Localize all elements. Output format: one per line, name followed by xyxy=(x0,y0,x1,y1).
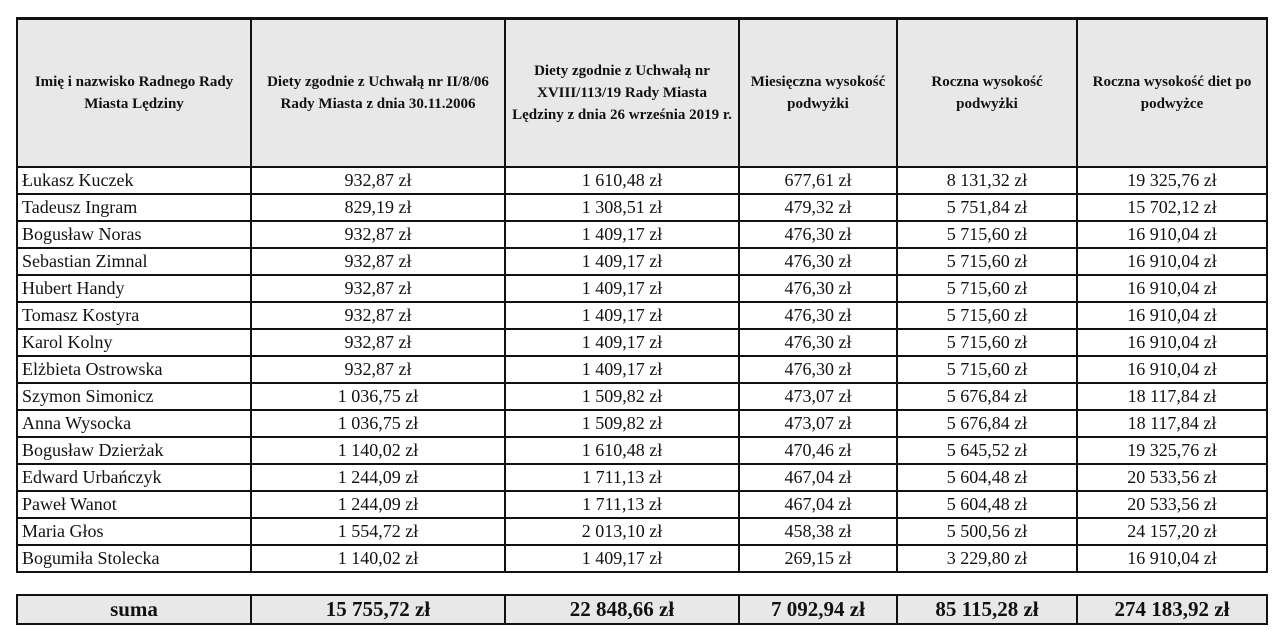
header-annual-after-increase: Roczna wysokość diet po podwyżce xyxy=(1077,19,1267,168)
cell-name: Sebastian Zimnal xyxy=(17,248,251,275)
cell-annual-increase: 5 645,52 zł xyxy=(897,437,1077,464)
table-row xyxy=(17,194,1267,221)
cell-name: Anna Wysocka xyxy=(17,410,251,437)
cell-allowance-2006: 1 036,75 zł xyxy=(251,383,505,410)
cell-monthly-increase: 479,32 zł xyxy=(739,194,897,221)
sum-monthly-increase: 7 092,94 zł xyxy=(739,595,897,624)
cell-annual-after-increase: 16 910,04 zł xyxy=(1077,545,1267,572)
cell-annual-after-increase: 20 533,56 zł xyxy=(1077,491,1267,518)
cell-annual-after-increase: 16 910,04 zł xyxy=(1077,248,1267,275)
sum-annual-after-increase: 274 183,92 zł xyxy=(1077,595,1267,624)
cell-allowance-2019: 1 409,17 zł xyxy=(505,221,739,248)
cell-allowance-2006: 1 554,72 zł xyxy=(251,518,505,545)
cell-name: Paweł Wanot xyxy=(17,491,251,518)
cell-annual-after-increase: 24 157,20 zł xyxy=(1077,518,1267,545)
table-row xyxy=(17,221,1267,248)
cell-annual-increase: 5 751,84 zł xyxy=(897,194,1077,221)
cell-monthly-increase: 476,30 zł xyxy=(739,248,897,275)
cell-name: Elżbieta Ostrowska xyxy=(17,356,251,383)
cell-monthly-increase: 476,30 zł xyxy=(739,275,897,302)
table-row xyxy=(17,167,1267,194)
cell-allowance-2019: 1 409,17 zł xyxy=(505,545,739,572)
cell-allowance-2006: 1 036,75 zł xyxy=(251,410,505,437)
cell-name: Szymon Simonicz xyxy=(17,383,251,410)
cell-monthly-increase: 476,30 zł xyxy=(739,329,897,356)
cell-allowance-2006: 932,87 zł xyxy=(251,221,505,248)
cell-allowance-2019: 1 509,82 zł xyxy=(505,410,739,437)
cell-allowance-2019: 1 610,48 zł xyxy=(505,437,739,464)
cell-allowance-2019: 1 409,17 zł xyxy=(505,275,739,302)
cell-annual-increase: 5 715,60 zł xyxy=(897,248,1077,275)
cell-name: Maria Głos xyxy=(17,518,251,545)
cell-annual-increase: 8 131,32 zł xyxy=(897,167,1077,194)
cell-annual-increase: 5 604,48 zł xyxy=(897,491,1077,518)
sum-allowance-2006: 15 755,72 zł xyxy=(251,595,505,624)
cell-annual-after-increase: 16 910,04 zł xyxy=(1077,221,1267,248)
cell-allowance-2019: 1 409,17 zł xyxy=(505,329,739,356)
table-row xyxy=(17,248,1267,275)
sum-table xyxy=(16,594,1268,625)
table-row xyxy=(17,491,1267,518)
sum-label: suma xyxy=(17,595,251,624)
header-councillor-name: Imię i nazwisko Radnego Rady Miasta Lędziny xyxy=(17,19,251,168)
cell-allowance-2006: 1 140,02 zł xyxy=(251,545,505,572)
cell-allowance-2019: 1 711,13 zł xyxy=(505,464,739,491)
cell-allowance-2019: 1 409,17 zł xyxy=(505,356,739,383)
cell-annual-increase: 5 715,60 zł xyxy=(897,221,1077,248)
cell-annual-after-increase: 16 910,04 zł xyxy=(1077,302,1267,329)
cell-annual-after-increase: 19 325,76 zł xyxy=(1077,437,1267,464)
cell-allowance-2006: 1 244,09 zł xyxy=(251,464,505,491)
cell-allowance-2006: 932,87 zł xyxy=(251,329,505,356)
cell-name: Łukasz Kuczek xyxy=(17,167,251,194)
cell-annual-increase: 5 715,60 zł xyxy=(897,275,1077,302)
cell-annual-after-increase: 16 910,04 zł xyxy=(1077,329,1267,356)
header-allowance-2006: Diety zgodnie z Uchwałą nr II/8/06 Rady Miasta z dnia 30.11.2006 xyxy=(251,19,505,168)
cell-allowance-2019: 1 409,17 zł xyxy=(505,248,739,275)
cell-allowance-2019: 1 711,13 zł xyxy=(505,491,739,518)
table-row xyxy=(17,437,1267,464)
sum-allowance-2019: 22 848,66 zł xyxy=(505,595,739,624)
cell-allowance-2006: 932,87 zł xyxy=(251,248,505,275)
cell-monthly-increase: 473,07 zł xyxy=(739,410,897,437)
cell-annual-after-increase: 18 117,84 zł xyxy=(1077,383,1267,410)
cell-annual-after-increase: 16 910,04 zł xyxy=(1077,275,1267,302)
cell-annual-after-increase: 19 325,76 zł xyxy=(1077,167,1267,194)
header-row xyxy=(17,19,1267,168)
cell-name: Bogumiła Stolecka xyxy=(17,545,251,572)
cell-monthly-increase: 677,61 zł xyxy=(739,167,897,194)
table-row xyxy=(17,518,1267,545)
cell-annual-increase: 3 229,80 zł xyxy=(897,545,1077,572)
cell-annual-increase: 5 676,84 zł xyxy=(897,410,1077,437)
cell-name: Bogusław Noras xyxy=(17,221,251,248)
cell-allowance-2019: 1 409,17 zł xyxy=(505,302,739,329)
cell-allowance-2006: 1 244,09 zł xyxy=(251,491,505,518)
cell-annual-after-increase: 15 702,12 zł xyxy=(1077,194,1267,221)
cell-annual-after-increase: 16 910,04 zł xyxy=(1077,356,1267,383)
header-monthly-increase: Miesięczna wysokość podwyżki xyxy=(739,19,897,168)
table-row xyxy=(17,545,1267,572)
cell-allowance-2019: 1 509,82 zł xyxy=(505,383,739,410)
allowance-table xyxy=(16,17,1268,573)
table-row xyxy=(17,302,1267,329)
cell-allowance-2006: 1 140,02 zł xyxy=(251,437,505,464)
cell-annual-after-increase: 20 533,56 zł xyxy=(1077,464,1267,491)
table-row xyxy=(17,329,1267,356)
cell-annual-increase: 5 715,60 zł xyxy=(897,329,1077,356)
cell-allowance-2006: 829,19 zł xyxy=(251,194,505,221)
cell-name: Bogusław Dzierżak xyxy=(17,437,251,464)
cell-monthly-increase: 467,04 zł xyxy=(739,491,897,518)
header-annual-increase: Roczna wysokość podwyżki xyxy=(897,19,1077,168)
cell-name: Tadeusz Ingram xyxy=(17,194,251,221)
cell-monthly-increase: 473,07 zł xyxy=(739,383,897,410)
cell-monthly-increase: 476,30 zł xyxy=(739,302,897,329)
cell-annual-increase: 5 604,48 zł xyxy=(897,464,1077,491)
cell-monthly-increase: 476,30 zł xyxy=(739,221,897,248)
table-row xyxy=(17,383,1267,410)
cell-monthly-increase: 269,15 zł xyxy=(739,545,897,572)
cell-allowance-2006: 932,87 zł xyxy=(251,302,505,329)
sum-row xyxy=(17,595,1267,624)
cell-annual-after-increase: 18 117,84 zł xyxy=(1077,410,1267,437)
cell-allowance-2006: 932,87 zł xyxy=(251,356,505,383)
cell-allowance-2019: 1 610,48 zł xyxy=(505,167,739,194)
cell-name: Karol Kolny xyxy=(17,329,251,356)
cell-annual-increase: 5 715,60 zł xyxy=(897,302,1077,329)
cell-annual-increase: 5 500,56 zł xyxy=(897,518,1077,545)
cell-allowance-2019: 1 308,51 zł xyxy=(505,194,739,221)
cell-monthly-increase: 458,38 zł xyxy=(739,518,897,545)
cell-name: Hubert Handy xyxy=(17,275,251,302)
table-row xyxy=(17,275,1267,302)
cell-monthly-increase: 476,30 zł xyxy=(739,356,897,383)
cell-name: Edward Urbańczyk xyxy=(17,464,251,491)
table-row xyxy=(17,410,1267,437)
cell-name: Tomasz Kostyra xyxy=(17,302,251,329)
cell-allowance-2006: 932,87 zł xyxy=(251,275,505,302)
cell-allowance-2019: 2 013,10 zł xyxy=(505,518,739,545)
header-allowance-2019: Diety zgodnie z Uchwałą nr XVIII/113/19 Rady Miasta Lędziny z dnia 26 września 2019 r. xyxy=(505,19,739,168)
sum-annual-increase: 85 115,28 zł xyxy=(897,595,1077,624)
cell-allowance-2006: 932,87 zł xyxy=(251,167,505,194)
cell-annual-increase: 5 676,84 zł xyxy=(897,383,1077,410)
cell-monthly-increase: 467,04 zł xyxy=(739,464,897,491)
table-row xyxy=(17,464,1267,491)
cell-annual-increase: 5 715,60 zł xyxy=(897,356,1077,383)
cell-monthly-increase: 470,46 zł xyxy=(739,437,897,464)
table-row xyxy=(17,356,1267,383)
